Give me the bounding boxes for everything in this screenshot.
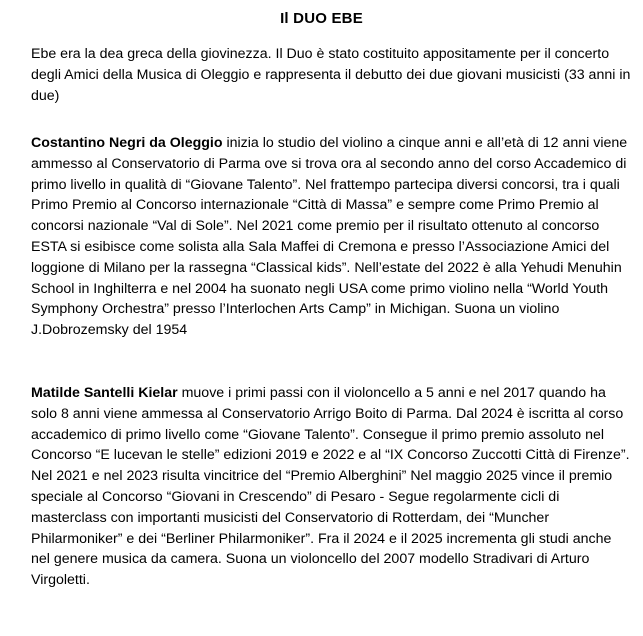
document-title: Il DUO EBE (280, 10, 363, 27)
musician1-paragraph (31, 133, 631, 341)
musician2-paragraph (31, 383, 631, 591)
musician1-bio: inizia lo studio del violino a cinque anni e all’età di 12 anni viene ammesso al Conservatorio di Parma ove si trova ora al secondo anno del corso Accademico di primo livello in qualità di “Giovane Talento”. Nel frattempo partecipa diversi concorsi, tra i quali Primo Premio al Concorso internazionale “Città di Massa” e sempre come Primo Premio al concorsi nazionale “Val di Sole”. Nel 2021 come premio per il risultato ottenuto al concorso ESTA si esibisce come solista alla Sala Maffei di Cremona e presso l’Associazione Amici del loggione di Milano per la rassegna “Classical kids”. Nell’estate del 2022 è alla Yehudi Menuhin School in Inghilterra e nel 2004 ha suonato negli USA come primo violino nella “World Youth Symphony Orchestra” presso l’Interlochen Arts Camp” in Michigan. Suona un violino J.Dobrozemsky del 1954 (31, 135, 628, 339)
musician1-name: Costantino Negri da Oleggio (31, 135, 223, 151)
intro-paragraph: Ebe era la dea greca della giovinezza. Il Duo è stato costituito appositamente per il concerto degli Amici della Musica di Oleggio e rappresenta il debutto dei due giovani musicisti (33 anni in due) (31, 46, 631, 104)
musician2-name: Matilde Santelli Kielar (31, 385, 178, 401)
musician2-bio: muove i primi passi con il violoncello a 5 anni e nel 2017 quando ha solo 8 anni viene ammessa al Conservatorio Arrigo Boito di Parma. Dal 2024 è iscritta al corso accademico di primo livello come “Giovane Talento”. Consegue il primo premio assoluto nel Concorso “E lucevan le stelle” edizioni 2019 e 2022 e al “IX Concorso Zuccotti Città di Firenze”. Nel 2021 e nel 2023 risulta vincitrice del “Premio Alberghini” Nel maggio 2025 vince il premio speciale al Concorso “Giovani in Crescendo” di Pesaro - Segue regolarmente cicli di masterclass con importanti musicisti del Conservatorio di Rotterdam, dei “Muncher Philarmoniker” e dei “Berliner Philarmoniker”. Fra il 2024 e il 2025 incrementa gli studi anche nel genere musica da camera. Suona un violoncello del 2007 modello Stradivari di Arturo Virgoletti. (31, 385, 630, 589)
